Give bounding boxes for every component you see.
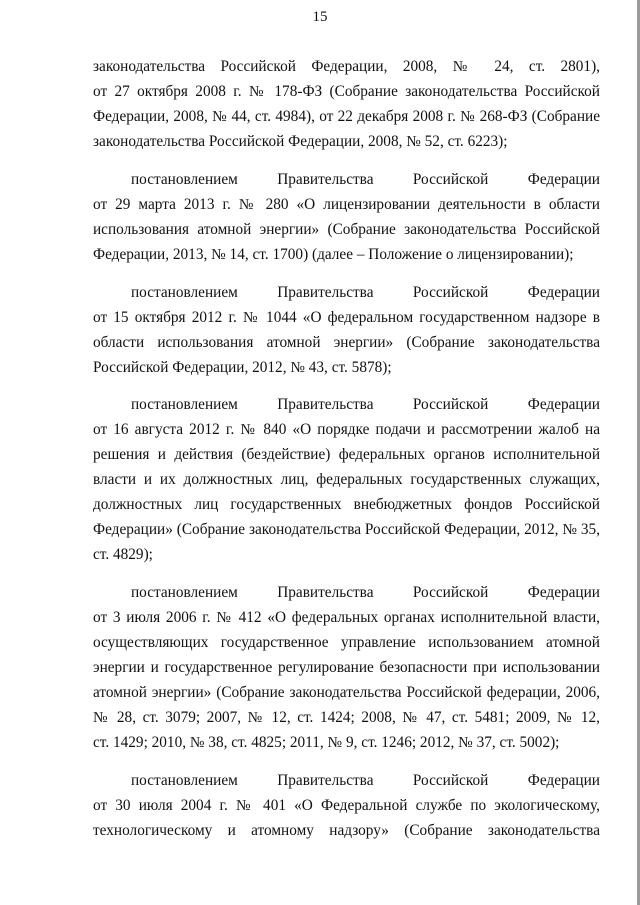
text-line: энергии и государственное регулирование безопасности при использовании <box>93 659 600 676</box>
text-line: от 3 июля 2006 г. № 412 «О федеральных органах исполнительной власти, <box>93 609 600 626</box>
text-line: от 16 августа 2012 г. № 840 «О порядке подачи и рассмотрении жалоб на <box>93 421 600 438</box>
text-line: № 28, ст. 3079; 2007, № 12, ст. 1424; 2008, № 47, ст. 5481; 2009, № 12, <box>93 709 600 726</box>
text-line: от 29 марта 2013 г. № 280 «О лицензировании деятельности в области <box>93 196 600 213</box>
text-line: власти и их должностных лиц, федеральных государственных служащих, <box>93 471 600 488</box>
text-line: законодательства Российской Федерации, 2008, № 52, ст. 6223); <box>93 133 508 150</box>
text-line: от 27 октября 2008 г. № 178-ФЗ (Собрание законодательства Российской <box>93 83 600 100</box>
text-line: ст. 1429; 2010, № 38, ст. 4825; 2011, № 9, ст. 1246; 2012, № 37, ст. 5002); <box>93 734 560 751</box>
paragraph-first-line: постановлением Правительства Российской Федерации <box>131 772 600 789</box>
text-line: Федерации» (Собрание законодательства Российской Федерации, 2012, № 35, <box>93 521 600 538</box>
text-line: должностных лиц государственных внебюджетных фондов Российской <box>93 496 600 513</box>
text-line: использования атомной энергии» (Собрание законодательства Российской <box>93 221 600 238</box>
text-line: осуществляющих государственное управление использованием атомной <box>93 634 600 651</box>
text-line: от 15 октября 2012 г. № 1044 «О федеральном государственном надзоре в <box>93 309 600 326</box>
paragraph-first-line: постановлением Правительства Российской Федерации <box>131 584 600 601</box>
text-line: технологическому и атомному надзору» (Собрание законодательства <box>93 822 600 839</box>
paragraph-first-line: постановлением Правительства Российской Федерации <box>131 171 600 188</box>
text-line: от 30 июля 2004 г. № 401 «О Федеральной службе по экологическому, <box>93 797 600 814</box>
text-line: ст. 4829); <box>93 546 153 563</box>
paragraph-first-line: постановлением Правительства Российской Федерации <box>131 396 600 413</box>
text-line: Федерации, 2008, № 44, ст. 4984), от 22 декабря 2008 г. № 268-ФЗ (Собрание <box>93 108 600 125</box>
text-line: Федерации, 2013, № 14, ст. 1700) (далее – Положение о лицензировании); <box>93 246 574 263</box>
text-line: области использования атомной энергии» (Собрание законодательства <box>93 334 600 351</box>
text-line: атомной энергии» (Собрание законодательства Российской федерации, 2006, <box>93 684 600 701</box>
text-line: Российской Федерации, 2012, № 43, ст. 5878); <box>93 359 392 376</box>
paragraph-first-line: постановлением Правительства Российской Федерации <box>131 284 600 301</box>
page-number: 15 <box>312 9 328 25</box>
text-line: решения и действия (бездействие) федеральных органов исполнительной <box>93 446 600 463</box>
text-line: законодательства Российской Федерации, 2008, № 24, ст. 2801), <box>93 58 600 75</box>
